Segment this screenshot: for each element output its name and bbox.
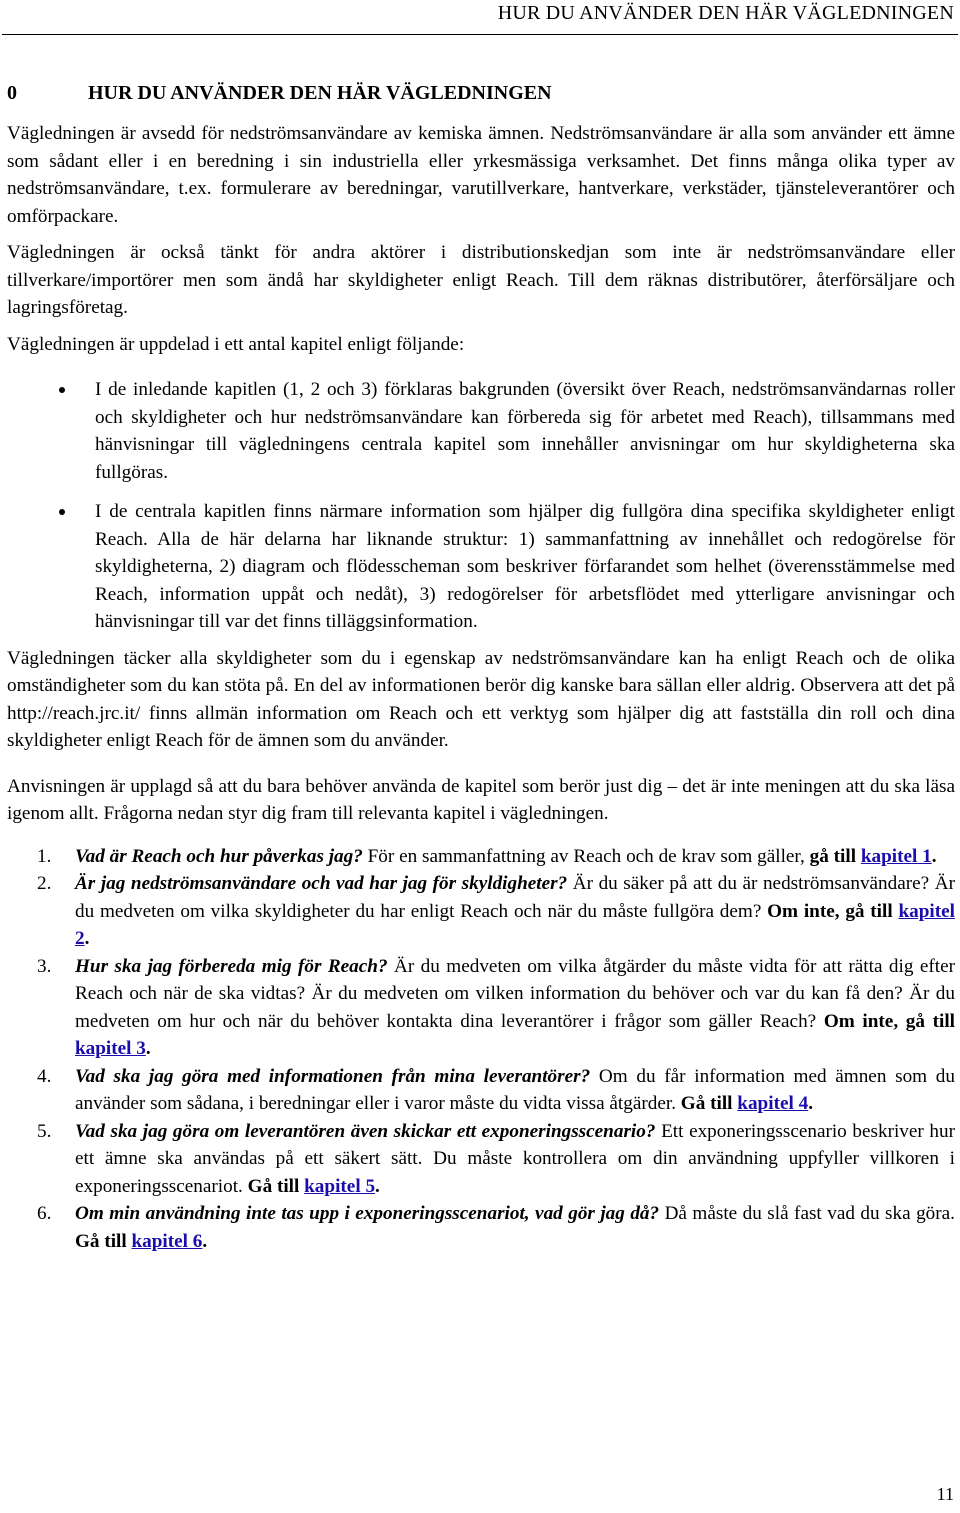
question-text: Hur ska jag förbereda mig för Reach? xyxy=(75,955,388,977)
question-item xyxy=(7,1200,955,1255)
question-text: Vad är Reach och hur påverkas jag? xyxy=(75,845,363,867)
list-item-text: I de inledande kapitlen (1, 2 och 3) förklaras bakgrunden (översikt över Reach, nedströmsanvändarnas roller och skyldigheter och hur nedströmsanvändare kan förbereda sig för arbetet med Reach), tillsammans med hänvisningar till vägledningens centrala kapitel som innehåller anvisningar om hur skyldigheterna ska fullgöras. xyxy=(95,379,955,483)
question-end: . xyxy=(808,1093,813,1114)
question-body: Är du säker på att du är nedströmsanvändare? Är du medveten om vilka skyldigheter du har enligt Reach och när du måste fullgöra dem? xyxy=(75,873,955,922)
question-end: . xyxy=(145,1038,151,1059)
question-action: Gå till xyxy=(247,1175,305,1197)
link-kapitel-6[interactable]: kapitel 6 xyxy=(131,1230,203,1252)
question-number: 2. xyxy=(37,873,52,894)
question-text: Vad ska jag göra om leverantören även skickar ett exponeringsscenario? xyxy=(75,1120,656,1142)
list-item xyxy=(7,376,955,486)
question-number: 1. xyxy=(37,845,52,867)
question-item xyxy=(7,953,955,1063)
question-item xyxy=(7,843,955,871)
question-item xyxy=(7,1118,955,1201)
link-kapitel-5[interactable]: kapitel 5 xyxy=(304,1175,376,1197)
list-item xyxy=(7,498,955,636)
question-text: Om min användning inte tas upp i exponeringsscenariot, vad gör jag då? xyxy=(75,1203,660,1224)
bullet-icon xyxy=(59,387,65,393)
question-number: 3. xyxy=(37,955,52,977)
chapter-overview-list xyxy=(7,376,955,636)
question-body: Ett exponeringsscenario beskriver hur ett ämne ska användas på ett säkert sätt. Du måste kontrollera om din användning uppfyller villkoren i exponeringsscenariot. xyxy=(75,1120,955,1197)
paragraph-chapters-intro: Vägledningen är uppdelad i ett antal kapitel enligt följande: xyxy=(7,333,465,355)
question-action: gå till xyxy=(809,845,861,867)
document-body xyxy=(7,80,955,1255)
paragraph-other-actors: Vägledningen är också tänkt för andra aktörer i distributionskedjan som inte är nedströmsanvändare eller tillverkare/importörer men som ändå har skyldigheter enligt Reach. Till dem räknas distributörer, återförsäljare och lagringsföretag. xyxy=(7,242,955,318)
link-kapitel-1[interactable]: kapitel 1 xyxy=(860,845,932,867)
question-text: Vad ska jag göra med informationen från mina leverantörer? xyxy=(75,1065,591,1087)
question-body: För en sammanfattning av Reach och de krav som gäller, xyxy=(362,845,810,867)
page-number: 11 xyxy=(936,1484,954,1504)
paragraph-coverage: Vägledningen täcker alla skyldigheter som du i egenskap av nedströmsanvändare kan ha enligt Reach och de olika omständigheter som du kan stöta på. En del av informationen berör dig kanske bara sällan eller aldrig. Observera att det på http://reach.jrc.it/ finns allmän information om Reach och ett verktyg som hjälper dig att fastställa din roll och dina skyldigheter enligt Reach för de ämnen som du använder. xyxy=(7,647,955,751)
question-number: 4. xyxy=(37,1065,52,1087)
running-header: HUR DU ANVÄNDER DEN HÄR VÄGLEDNINGEN xyxy=(497,2,954,24)
chapter-title: HUR DU ANVÄNDER DEN HÄR VÄGLEDNINGEN xyxy=(88,82,552,104)
question-end: . xyxy=(375,1175,380,1197)
question-body: Då måste du slå fast vad du ska göra. xyxy=(659,1203,955,1224)
link-kapitel-4[interactable]: kapitel 4 xyxy=(737,1093,809,1114)
question-action: Gå till xyxy=(75,1230,132,1252)
link-kapitel-2[interactable]: kapitel 2 xyxy=(75,900,955,949)
question-number: 6. xyxy=(37,1203,52,1224)
question-body: Är du medveten om vilka åtgärder du måste vidta för att rätta dig efter Reach och när de ska vidtas? Är du medveten om vilken information du behöver och var du kan få den? Är du medveten om hur och när du behöver kontakta dina leverantörer i frågor som gäller Reach? xyxy=(75,955,955,1032)
question-item xyxy=(7,1063,955,1118)
header-rule xyxy=(2,34,958,35)
chapter-number: 0 xyxy=(7,82,17,104)
question-action: Gå till xyxy=(680,1093,738,1114)
question-number: 5. xyxy=(37,1120,52,1142)
question-end: . xyxy=(202,1230,208,1252)
list-item-text: I de centrala kapitlen finns närmare information som hjälper dig fullgöra dina specifika skyldigheter enligt Reach. Alla de här delarna har liknande struktur: 1) sammanfattning av innehållet och redogörelse för skyldigheterna, 2) diagram och flödesscheman som beskriver förfarandet som helhet (överensstämmelse med Reach, information uppåt och nedåt), 3) redogörelser för arbetsflödet med ytterligare anvisningar och hänvisningar till var det finns tilläggsinformation. xyxy=(95,501,955,632)
question-end: . xyxy=(84,928,90,949)
paragraph-guidance: Anvisningen är upplagd så att du bara behöver använda de kapitel som berör just dig – det är inte meningen att du ska läsa igenom allt. Frågorna nedan styr dig fram till relevanta kapitel i vägledningen. xyxy=(7,775,955,824)
question-action: Om inte, gå till xyxy=(823,1010,955,1032)
question-list xyxy=(7,843,955,1256)
paragraph-intro: Vägledningen är avsedd för nedströmsanvändare av kemiska ämnen. Nedströmsanvändare är alla som använder ett ämne som sådant eller i en beredning i sin industriella eller yrkesmässiga verksamhet. Det finns många olika typer av nedströmsanvändare, t.ex. formulerare av beredningar, varutillverkare, hantverkare, verkstäder, tjänsteleverantörer och omförpackare. xyxy=(7,123,955,227)
bullet-icon xyxy=(59,509,65,515)
chapter-heading xyxy=(7,80,955,106)
link-kapitel-3[interactable]: kapitel 3 xyxy=(75,1038,146,1059)
question-item xyxy=(7,870,955,953)
question-end: . xyxy=(931,845,937,867)
question-action: Om inte, gå till xyxy=(767,900,899,922)
question-text: Är jag nedströmsanvändare och vad har jag för skyldigheter? xyxy=(75,873,568,894)
question-body: Om du får information med ämnen som du använder som sådana, i beredningar eller i varor måste du vidta vissa åtgärder. xyxy=(75,1065,955,1114)
